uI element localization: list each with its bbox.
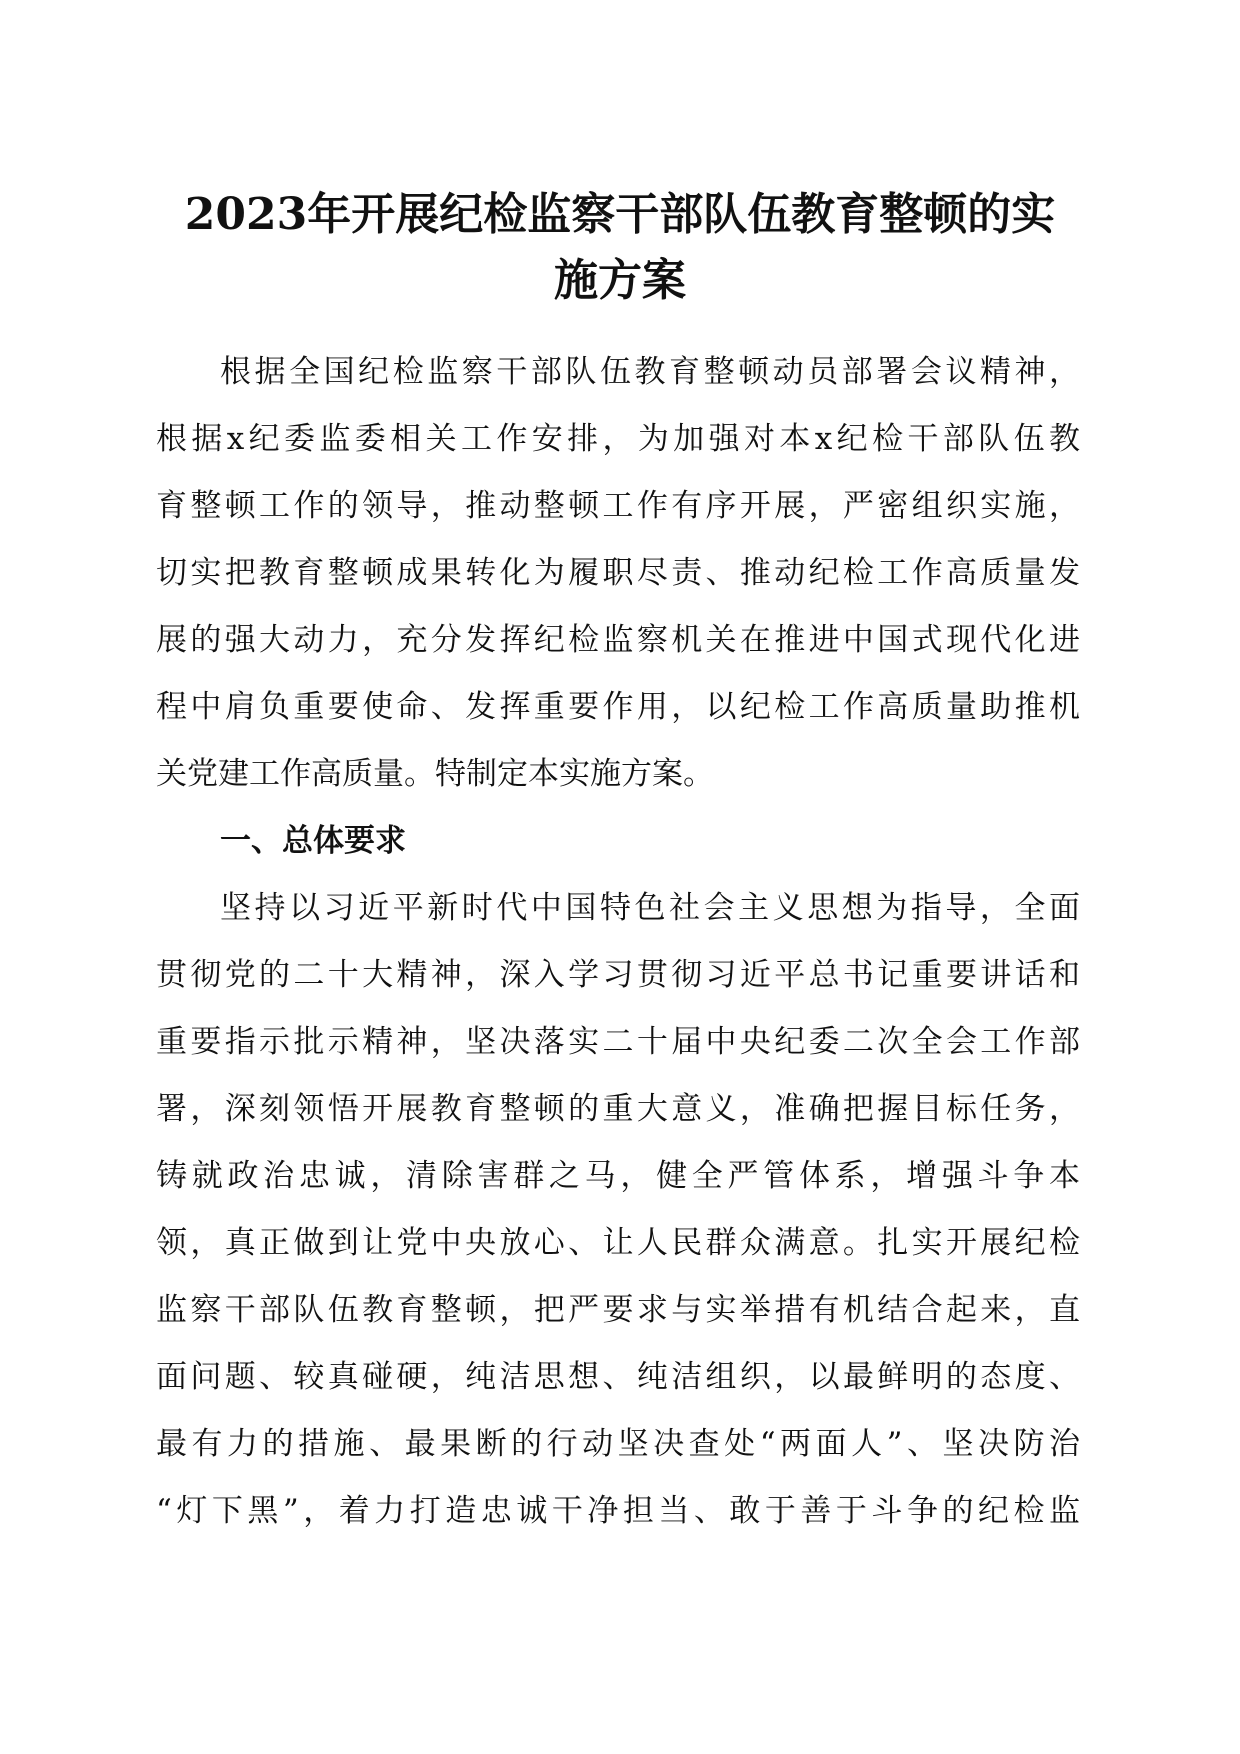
section-1-line-10: “灯下黑”，着力打造忠诚干净担当、敢于善于斗争的纪检监 [156,1493,1080,1529]
section-1-line-7: 监察干部队伍教育整顿，把严要求与实举措有机结合起来，直 [156,1292,1080,1328]
section-1-line-3: 重要指示批示精神，坚决落实二十届中央纪委二次全会工作部 [156,1024,1080,1060]
section-1-line-5: 铸就政治忠诚，清除害群之马，健全严管体系，增强斗争本 [156,1158,1080,1194]
section-1-line-8: 面问题、较真碰硬，纯洁思想、纯洁组织，以最鲜明的态度、 [156,1359,1080,1395]
intro-line-7: 关党建工作高质量。特制定本实施方案。 [156,756,714,792]
intro-line-3: 育整顿工作的领导，推动整顿工作有序开展，严密组织实施， [156,488,1080,524]
intro-line-4: 切实把教育整顿成果转化为履职尽责、推动纪检工作高质量发 [156,555,1080,591]
intro-line-2: 根据x纪委监委相关工作安排，为加强对本x纪检干部队伍教 [156,421,1080,457]
section-1-line-2: 贯彻党的二十大精神，深入学习贯彻习近平总书记重要讲话和 [156,957,1080,993]
document-title-line-1: 2023年开展纪检监察干部队伍教育整顿的实 [184,189,1056,240]
document-title-line-2: 施方案 [554,255,686,306]
section-1-line-4: 署，深刻领悟开展教育整顿的重大意义，准确把握目标任务， [156,1091,1080,1127]
section-1-line-9: 最有力的措施、最果断的行动坚决查处“两面人”、坚决防治 [156,1426,1080,1462]
section-1-line-6: 领，真正做到让党中央放心、让人民群众满意。扎实开展纪检 [156,1225,1080,1261]
intro-line-1: 根据全国纪检监察干部队伍教育整顿动员部署会议精神， [220,354,1080,390]
intro-line-5: 展的强大动力，充分发挥纪检监察机关在推进中国式现代化进 [156,622,1080,658]
section-1-heading: 一、总体要求 [220,823,406,859]
section-1-line-1: 坚持以习近平新时代中国特色社会主义思想为指导，全面 [220,890,1080,926]
intro-line-6: 程中肩负重要使命、发挥重要作用，以纪检工作高质量助推机 [156,689,1080,725]
